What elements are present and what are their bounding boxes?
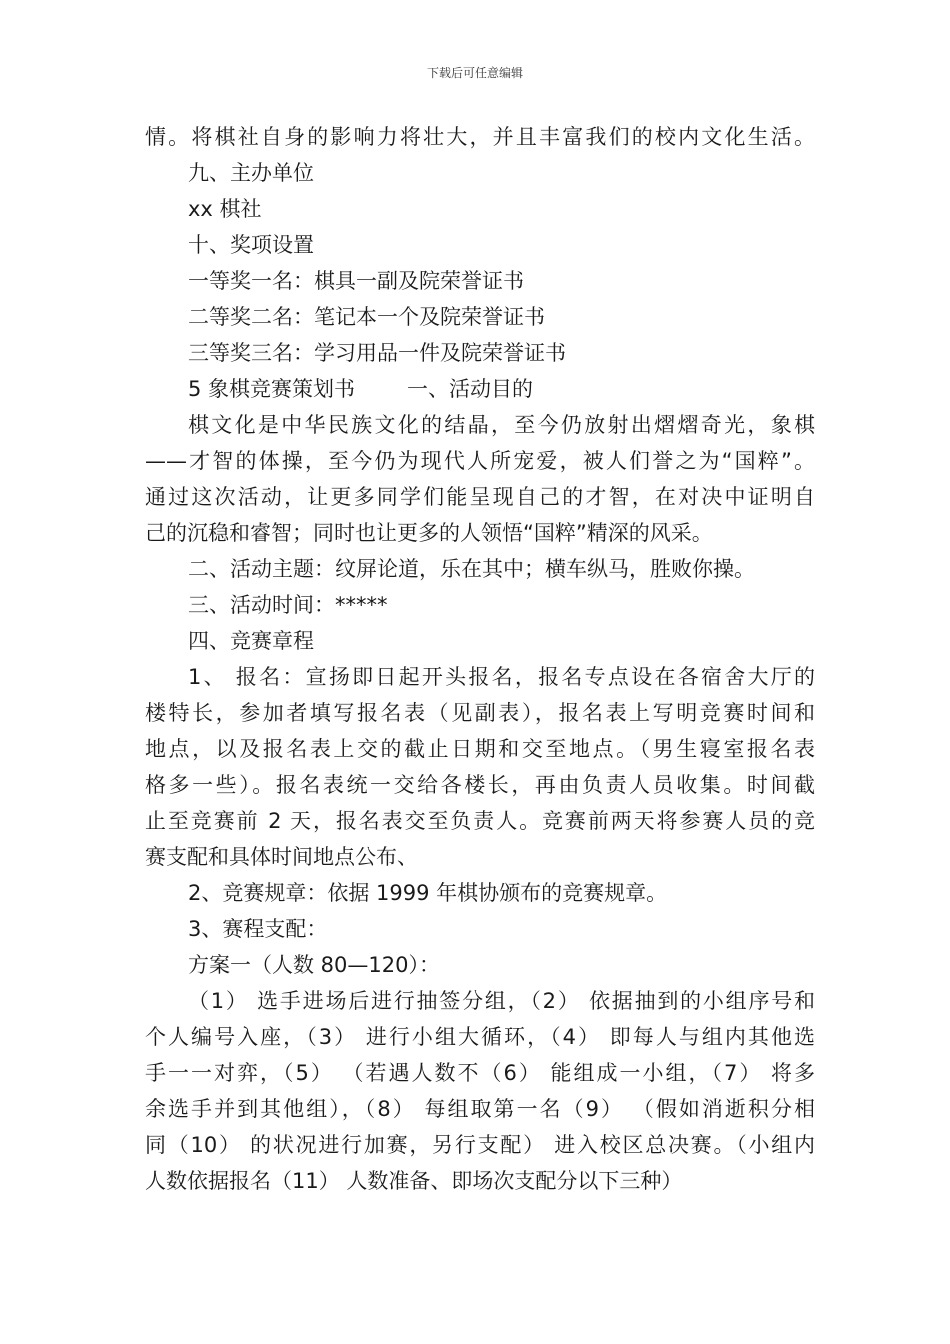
paragraph-line: 格多一些）。报名表统一交给各楼长，再由负责人员收集。时间截: [145, 773, 815, 797]
paragraph-line: 三、活动时间：*****: [188, 593, 388, 617]
paragraph-line: （1） 选手进场后进行抽签分组，（2） 依据抽到的小组序号和: [188, 989, 815, 1013]
paragraph-line: 地点，以及报名表上交的截止日期和交至地点。（男生寝室报名表: [145, 737, 815, 761]
paragraph-line: 棋文化是中华民族文化的结晶，至今仍放射出熠熠奇光，象棋: [188, 413, 815, 437]
paragraph-line: 3、赛程支配：: [188, 917, 328, 941]
paragraph-line: 人数依据报名（11） 人数准备、即场次支配分以下三种）: [145, 1169, 683, 1193]
paragraph-line: 手一一对弈，（5） （若遇人数不（6） 能组成一小组，（7） 将多: [145, 1061, 815, 1085]
paragraph-line: 方案一（人数 80—120）：: [188, 953, 440, 977]
paragraph-line: 二、活动主题：纹屏论道，乐在其中；横车纵马，胜败你操。: [188, 557, 755, 581]
section-heading: 十、奖项设置: [188, 233, 314, 257]
paragraph-line: 通过这次活动，让更多同学们能呈现自己的才智，在对决中证明自: [145, 485, 815, 509]
list-item: 三等奖三名：学习用品一件及院荣誉证书: [188, 341, 566, 365]
page-header-note: 下载后可任意编辑: [426, 66, 523, 80]
paragraph-line: 2、竞赛规章：依据 1999 年棋协颁布的竞赛规章。: [188, 881, 668, 905]
paragraph-line: 己的沉稳和睿智；同时也让更多的人领悟“国粹”精深的风采。: [145, 521, 713, 545]
list-item: 一等奖一名：棋具一副及院荣誉证书: [188, 269, 524, 293]
paragraph-line: 楼特长，参加者填写报名表（见副表），报名表上写明竞赛时间和: [145, 701, 815, 725]
paragraph-line: 情。将棋社自身的影响力将壮大，并且丰富我们的校内文化生活。: [145, 125, 815, 149]
paragraph-line: 止至竞赛前 2 天，报名表交至负责人。竞赛前两天将参赛人员的竞: [145, 809, 815, 833]
paragraph-line: 个人编号入座，（3） 进行小组大循环，（4） 即每人与组内其他选: [145, 1025, 815, 1049]
document-subtitle: 5 象棋竞赛策划书: [188, 377, 356, 401]
section-heading: 四、竞赛章程: [188, 629, 314, 653]
paragraph-line: 同（10） 的状况进行加赛，另行支配） 进入校区总决赛。（小组内: [145, 1133, 815, 1157]
paragraph-line: 赛支配和具体时间地点公布、: [145, 845, 418, 869]
paragraph-line: 1、 报名：宣扬即日起开头报名，报名专点设在各宿舍大厅的: [188, 665, 815, 689]
document-body: [145, 119, 815, 1199]
paragraph-line: 余选手并到其他组），（8） 每组取第一名（9） （假如消逝积分相: [145, 1097, 815, 1121]
section-heading: 一、活动目的: [407, 377, 534, 401]
paragraph-line: xx 棋社: [188, 197, 262, 221]
section-heading: 九、主办单位: [188, 161, 314, 185]
list-item: 二等奖二名：笔记本一个及院荣誉证书: [188, 305, 545, 329]
subtitle-line: [145, 371, 815, 407]
paragraph-line: ——才智的体操，至今仍为现代人所宠爱，被人们誉之为“国粹”。: [145, 449, 815, 473]
